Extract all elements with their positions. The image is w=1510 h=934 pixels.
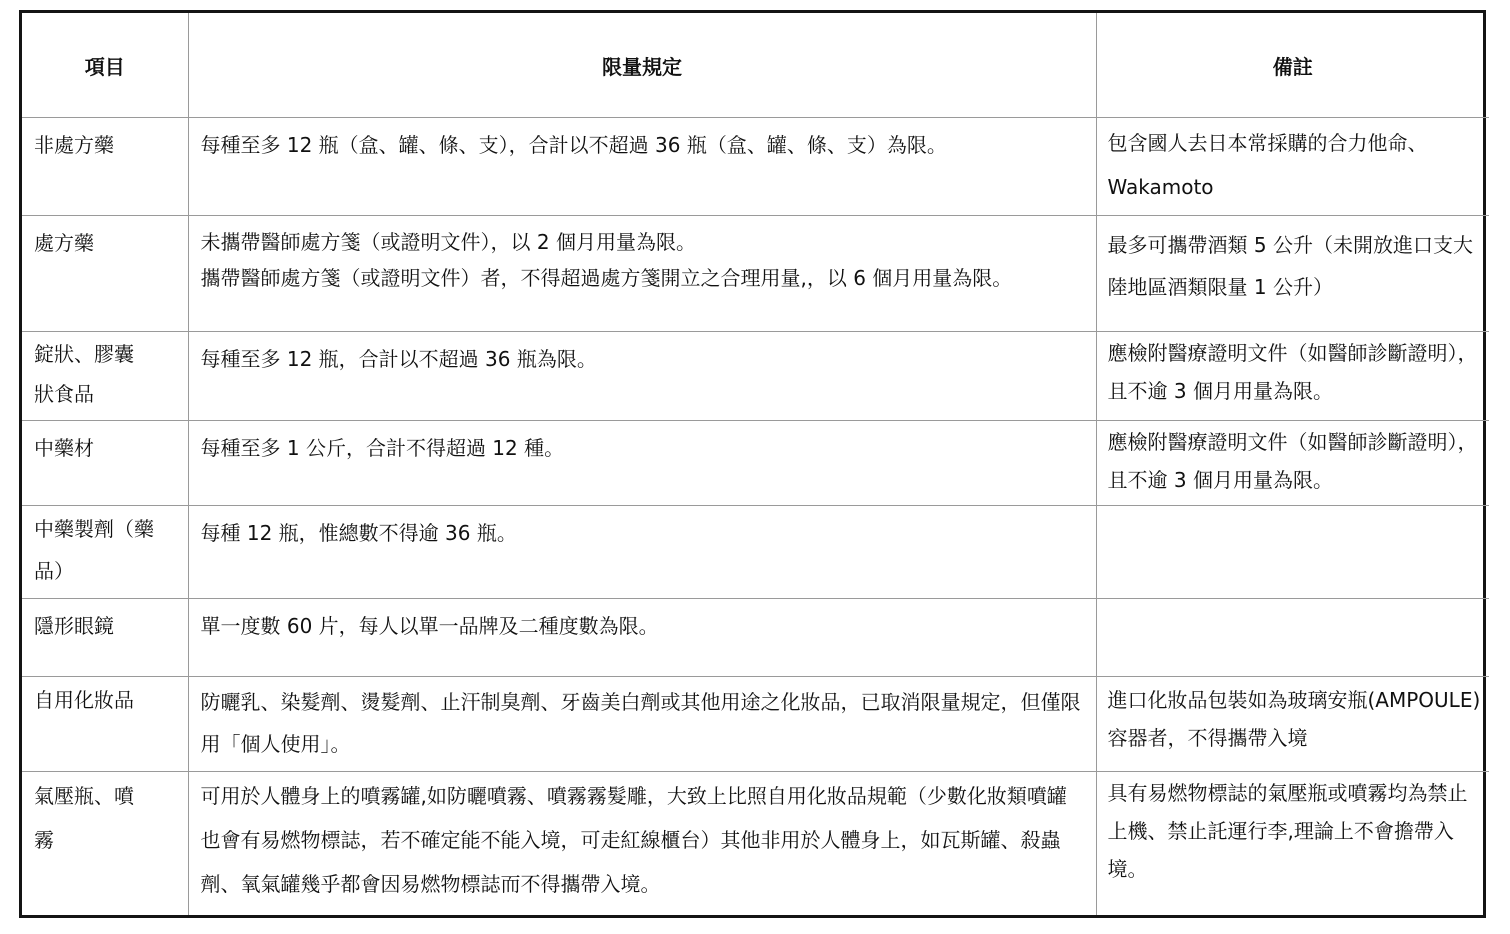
table-row: [22, 421, 1489, 506]
header-note: 備註: [1096, 13, 1489, 118]
limits-table: [22, 13, 1489, 915]
row-note-cell: [1096, 772, 1489, 916]
row-note-cell: [1096, 421, 1489, 506]
row-item-cell: [22, 421, 188, 506]
row-note: 應檢附醫療證明文件（如醫師診斷證明），且不逾 3 個月用量為限。: [1107, 430, 1478, 492]
row-item: 中藥材: [34, 436, 94, 460]
table-row: [22, 332, 1489, 421]
row-item-cell: [22, 677, 188, 772]
row-limit-cell: [188, 421, 1096, 506]
row-limit-cell: [188, 216, 1096, 332]
row-item-cell: [22, 772, 188, 916]
limits-table-frame: [19, 10, 1486, 918]
row-item: 中藥製劑（藥品）: [34, 517, 154, 583]
row-note-cell: [1096, 118, 1489, 216]
table-row: [22, 506, 1489, 599]
header-row: [22, 13, 1489, 118]
row-note-cell: [1096, 332, 1489, 421]
row-limit: 未攜帶醫師處方箋（或證明文件），以 2 個月用量為限。 攜帶醫師處方箋（或證明文件）者，不得超過處方箋開立之合理用量,，以 6 個月用量為限。: [200, 230, 1013, 290]
table-row: [22, 599, 1489, 677]
row-item-cell: [22, 118, 188, 216]
row-note: [1097, 599, 1490, 613]
row-limit-cell: [188, 772, 1096, 916]
row-note: 最多可攜帶酒類 5 公升（未開放進口支大陸地區酒類限量 1 公升）: [1107, 233, 1473, 299]
row-item: 錠狀、膠囊狀食品: [34, 342, 134, 406]
row-limit: 每種至多 1 公斤，合計不得超過 12 種。: [200, 436, 565, 460]
row-limit: 每種至多 12 瓶，合計以不超過 36 瓶為限。: [200, 347, 597, 371]
row-note-cell: [1096, 677, 1489, 772]
row-limit-cell: [188, 332, 1096, 421]
table-row: [22, 118, 1489, 216]
row-item: 氣壓瓶、噴霧: [34, 784, 134, 852]
row-item: 處方藥: [34, 231, 94, 255]
row-note: 進口化妝品包裝如為玻璃安瓶(AMPOULE)容器者，不得攜帶入境: [1107, 688, 1481, 750]
row-limit: 可用於人體身上的噴霧罐,如防曬噴霧、噴霧霧髮雕，大致上比照自用化妝品規範（少數化妝類噴罐也會有易燃物標誌，若不確定能不能入境，可走紅線櫃台）其他非用於人體身上，如瓦斯罐、殺蟲劑、氧氣罐幾乎都會因易燃物標誌而不得攜帶入境。: [200, 784, 1067, 896]
row-limit-cell: [188, 118, 1096, 216]
table-row: [22, 677, 1489, 772]
row-note: [1097, 506, 1490, 520]
row-limit: 每種 12 瓶，惟總數不得逾 36 瓶。: [200, 521, 517, 545]
header-limit: 限量規定: [188, 13, 1096, 118]
row-note-cell: [1096, 216, 1489, 332]
row-note-cell: [1096, 599, 1489, 677]
row-note: 具有易燃物標誌的氣壓瓶或噴霧均為禁止上機、禁止託運行李,理論上不會擔帶入境。: [1107, 781, 1468, 881]
row-item: 自用化妝品: [34, 688, 134, 712]
row-item-cell: [22, 599, 188, 677]
row-note: 應檢附醫療證明文件（如醫師診斷證明），且不逾 3 個月用量為限。: [1107, 341, 1478, 403]
row-limit-cell: [188, 506, 1096, 599]
row-item: 隱形眼鏡: [34, 614, 114, 638]
row-item-cell: [22, 332, 188, 421]
row-limit-cell: [188, 677, 1096, 772]
table-row: [22, 216, 1489, 332]
row-item: 非處方藥: [34, 133, 114, 157]
row-item-cell: [22, 216, 188, 332]
row-note-cell: [1096, 506, 1489, 599]
row-limit: 每種至多 12 瓶（盒、罐、條、支），合計以不超過 36 瓶（盒、罐、條、支）為限。: [200, 133, 947, 157]
row-limit: 防曬乳、染髮劑、燙髮劑、止汗制臭劑、牙齒美白劑或其他用途之化妝品，已取消限量規定，但僅限用「個人使用」。: [200, 690, 1081, 756]
row-limit: 單一度數 60 片，每人以單一品牌及二種度數為限。: [200, 614, 659, 638]
row-item-cell: [22, 506, 188, 599]
header-item: 項目: [22, 13, 188, 118]
row-note: 包含國人去日本常採購的合力他命、Wakamoto: [1107, 131, 1428, 199]
table-row: [22, 772, 1489, 916]
row-limit-cell: [188, 599, 1096, 677]
